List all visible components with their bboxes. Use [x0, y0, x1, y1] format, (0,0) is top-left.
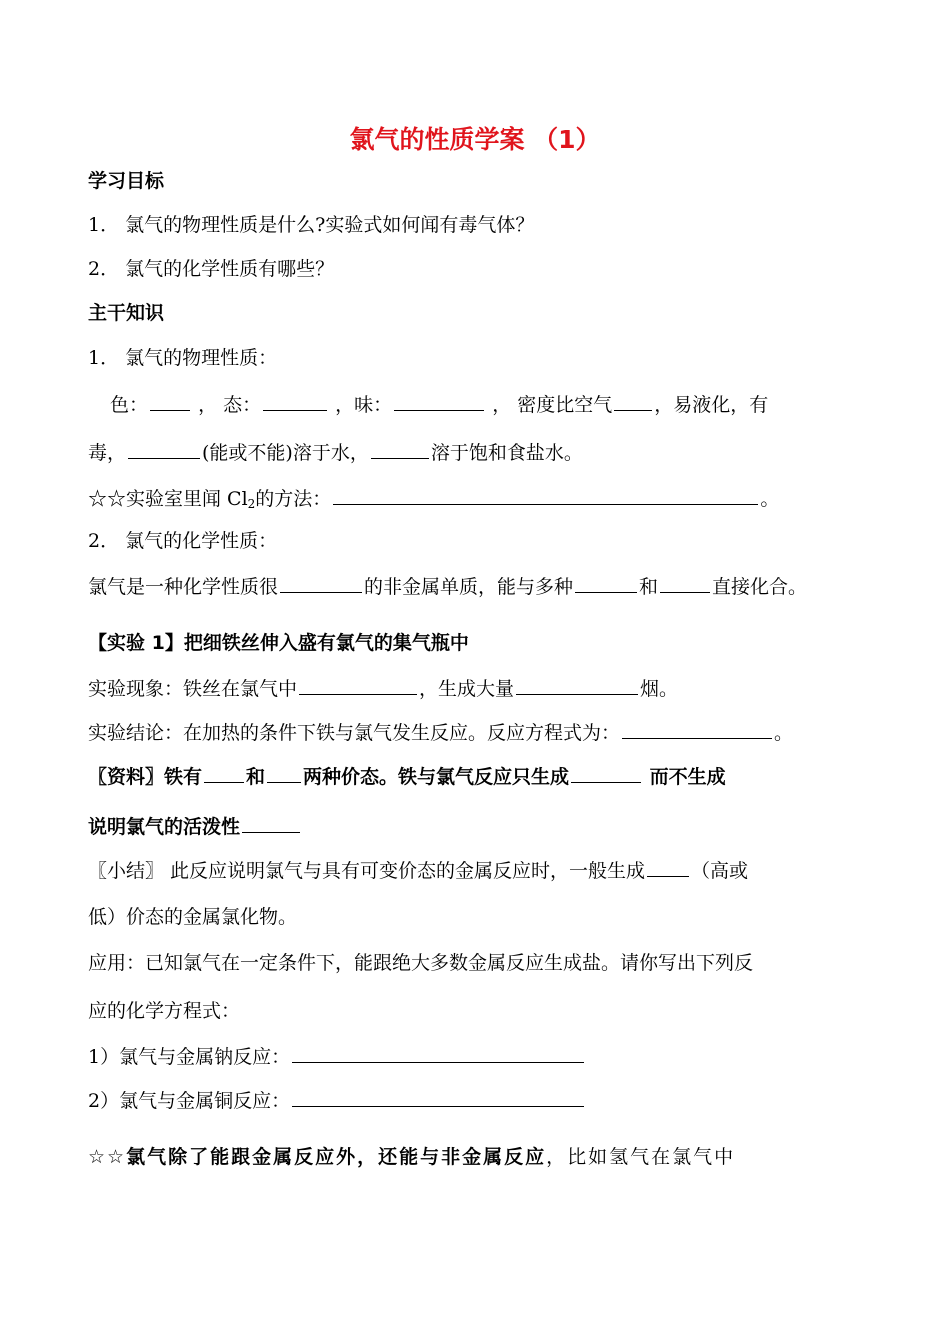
- product-blank[interactable]: [571, 762, 641, 783]
- summary-line-2: 低）价态的金属氯化物。: [88, 906, 298, 928]
- summary-text-a: 〖小结〗 此反应说明氯气与具有可变价态的金属反应时，一般生成: [88, 860, 646, 882]
- smell-method-prefix: ☆☆实验室里闻 Cl: [88, 488, 248, 510]
- phenomenon-text-a: 实验现象：铁丝在氯气中: [88, 678, 298, 700]
- page-title: 氯气的性质学案 （1）: [349, 125, 601, 154]
- smell-blank[interactable]: [394, 390, 484, 411]
- summary-blank[interactable]: [647, 856, 689, 877]
- conclusion-end: 。: [774, 722, 794, 744]
- chem-line-text-c: 和: [639, 576, 659, 598]
- density-blank[interactable]: [614, 390, 652, 411]
- goal-item-1: 1． 氯气的物理性质是什么?实验式如何闻有毒气体？: [88, 214, 535, 236]
- density-label: ， 密度比空气: [492, 394, 613, 416]
- chem-line-text-d: 直接化合。: [712, 576, 808, 598]
- summary-line: [88, 856, 890, 884]
- phys-heading: 1． 氯气的物理性质：: [88, 347, 278, 369]
- liquefy-text: ，易液化，有: [654, 394, 769, 416]
- material-text-a: 〖资料〗铁有: [88, 766, 203, 788]
- chem-line-text-a: 氯气是一种化学性质很: [88, 576, 279, 598]
- solubility-line: [88, 438, 890, 466]
- chem-property-line: [88, 572, 890, 600]
- material-text-c: 两种价态。铁与氯气反应只生成: [303, 766, 570, 788]
- sodium-reaction-line: [88, 1042, 890, 1070]
- sodium-reaction-label: 1）氯气与金属钠反应：: [88, 1046, 291, 1068]
- goals-heading: 学习目标: [88, 170, 165, 192]
- color-label: 色：: [110, 394, 149, 416]
- equation-blank[interactable]: [622, 718, 772, 739]
- main-heading: 主干知识: [88, 302, 165, 324]
- goal-item-2: 2． 氯气的化学性质有哪些？: [88, 258, 335, 280]
- nonmetal-line: [88, 1144, 890, 1170]
- application-line-2: 应的化学方程式：: [88, 1000, 241, 1022]
- material-line: [88, 762, 890, 790]
- nonmetal-rest-text: ，比如氢气在氯气中: [546, 1146, 736, 1168]
- copper-reaction-line: [88, 1086, 890, 1114]
- smell-method-suffix: 的方法：: [255, 488, 332, 510]
- state-blank[interactable]: [263, 390, 327, 411]
- application-line-1: 应用：已知氯气在一定条件下，能跟绝大多数金属反应生成盐。请你写出下列反: [88, 952, 754, 974]
- copper-equation-blank[interactable]: [292, 1086, 584, 1107]
- conclusion-text: 实验结论：在加热的条件下铁与氯气发生反应。反应方程式为：: [88, 722, 621, 744]
- brine-solubility-blank[interactable]: [371, 438, 429, 459]
- chem-line-text-b: 的非金属单质，能与多种: [364, 576, 574, 598]
- sodium-equation-blank[interactable]: [292, 1042, 584, 1063]
- material-text-e: 说明氯气的活泼性: [88, 816, 241, 838]
- experiment1-conclusion: [88, 718, 890, 746]
- phenomenon-blank-1[interactable]: [299, 674, 417, 695]
- period: 。: [760, 488, 780, 510]
- nonmetal-blank[interactable]: [660, 572, 710, 593]
- chem-heading: 2． 氯气的化学性质：: [88, 530, 278, 552]
- water-solubility-blank[interactable]: [128, 438, 200, 459]
- nonmetal-bold-text: ☆☆氯气除了能跟金属反应外，还能与非金属反应: [88, 1146, 547, 1168]
- smell-method-line: [88, 484, 890, 517]
- material-text-b: 和: [246, 766, 266, 788]
- water-solubility-text: (能或不能)溶于水，: [202, 442, 369, 464]
- smell-method-blank[interactable]: [333, 484, 758, 505]
- experiment1-heading: 【实验 1】把细铁丝伸入盛有氯气的集气瓶中: [88, 632, 469, 654]
- state-label: ， 态：: [198, 394, 262, 416]
- phys-properties-line: [110, 390, 890, 418]
- valence-blank-1[interactable]: [204, 762, 244, 783]
- phenomenon-text-c: 烟。: [640, 678, 679, 700]
- activity-blank[interactable]: [280, 572, 362, 593]
- activity-blank-2[interactable]: [242, 812, 300, 833]
- toxic-text: 毒，: [88, 442, 127, 464]
- phenomenon-blank-2[interactable]: [516, 674, 638, 695]
- material-line-2: [88, 812, 890, 840]
- metal-blank[interactable]: [575, 572, 637, 593]
- summary-text-b: （高或: [691, 860, 749, 882]
- experiment1-phenomenon: [88, 674, 890, 702]
- color-blank[interactable]: [150, 390, 190, 411]
- copper-reaction-label: 2）氯气与金属铜反应：: [88, 1090, 291, 1112]
- phenomenon-text-b: ，生成大量: [419, 678, 515, 700]
- material-text-d: 而不生成: [649, 766, 726, 788]
- smell-label: ，味：: [335, 394, 393, 416]
- brine-solubility-text: 溶于饱和食盐水。: [430, 442, 583, 464]
- cl2-subscript: 2: [247, 497, 256, 511]
- valence-blank-2[interactable]: [267, 762, 301, 783]
